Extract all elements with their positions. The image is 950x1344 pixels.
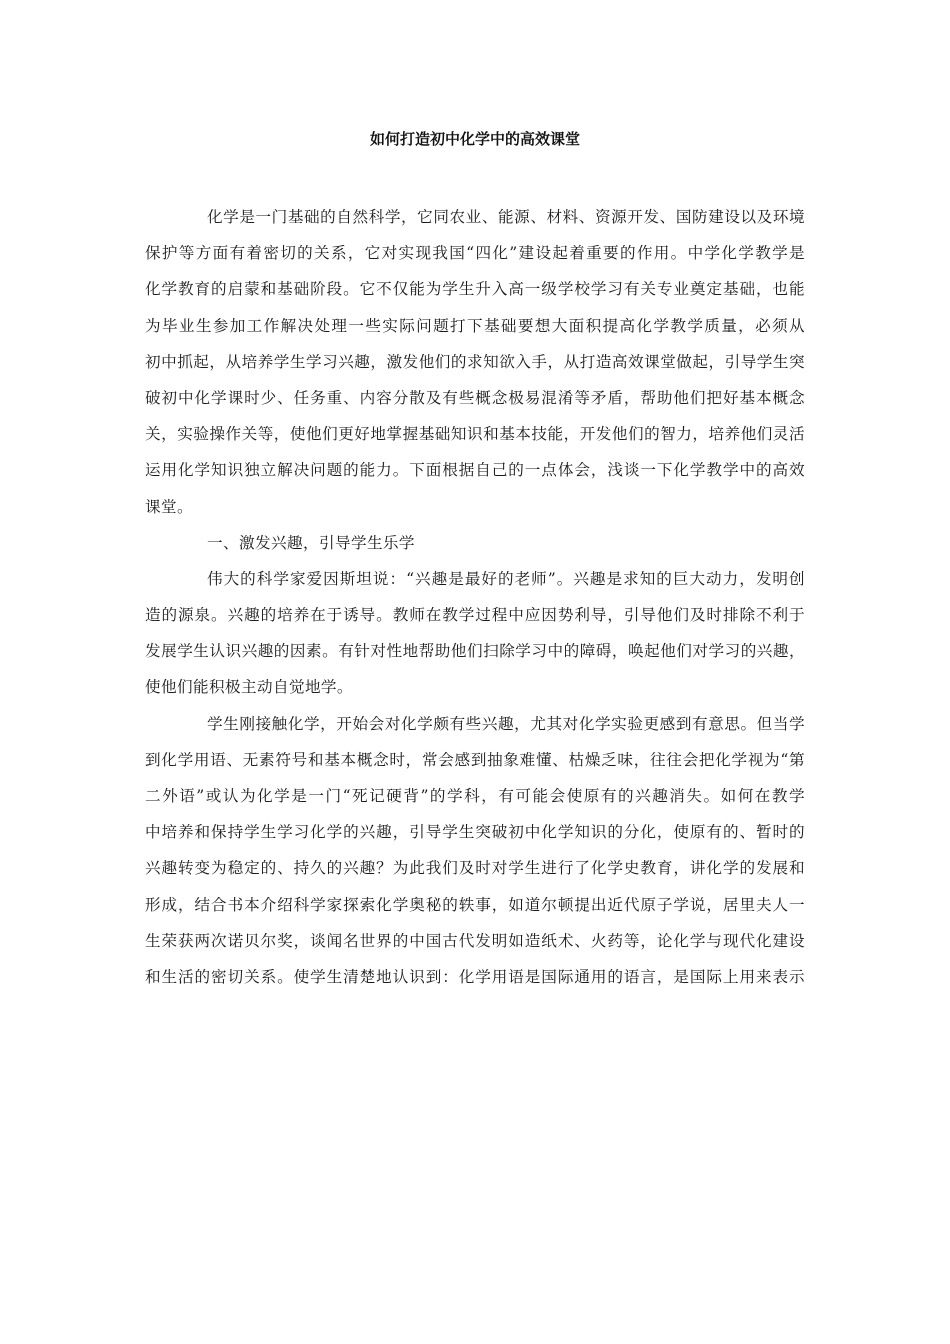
text-line: 初中抓起，从培养学生学习兴趣，激发他们的求知欲入手，从打造高效课堂做起，引导学生突 [145,352,805,371]
document-title: 如何打造初中化学中的高效课堂 [369,130,580,148]
text-line: 兴趣转变为稳定的、持久的兴趣？为此我们及时对学生进行了化学史教育，讲化学的发展和 [145,859,805,878]
text-line: 为毕业生参加工作解决处理一些实际问题打下基础要想大面积提高化学教学质量，必须从 [145,316,805,335]
text-line: 运用化学知识独立解决问题的能力。下面根据自己的一点体会，浅谈一下化学教学中的高效 [145,461,805,480]
text-line: 课堂。 [145,497,193,516]
document-body [145,202,805,998]
text-line: 伟大的科学家爱因斯坦说：“兴趣是最好的老师”。兴趣是求知的巨大动力，发明创 [207,569,805,588]
text-line: 到化学用语、无素符号和基本概念时，常会感到抽象难懂、枯燥乏味，往往会把化学视为“第 [145,750,805,769]
text-line: 中培养和保持学生学习化学的兴趣，引导学生突破初中化学知识的分化，使原有的、暂时的 [145,823,805,842]
text-line: 发展学生认识兴趣的因素。有针对性地帮助他们扫除学习中的障碍，唤起他们对学习的兴趣， [145,642,805,661]
text-line: 化学教育的启蒙和基础阶段。它不仅能为学生升入高一级学校学习有关专业奠定基础，也能 [145,280,805,299]
text-line: 二外语”或认为化学是一门“死记硬背”的学科，有可能会使原有的兴趣消失。如何在教学 [145,787,805,805]
text-line: 保护等方面有着密切的关系，它对实现我国“四化”建设起着重要的作用。中学化学教学是 [145,244,805,263]
text-line: 形成，结合书本介绍科学家探索化学奥秘的轶事，如道尔顿提出近代原子学说，居里夫人一 [145,895,805,914]
text-line: 造的源泉。兴趣的培养在于诱导。教师在教学过程中应因势利导，引导他们及时排除不利于 [145,606,805,625]
text-line: 学生刚接触化学，开始会对化学颇有些兴趣，尤其对化学实验更感到有意思。但当学 [207,714,805,733]
section-heading: 一、激发兴趣，引导学生乐学 [207,533,415,552]
text-line: 使他们能积极主动自觉地学。 [145,678,353,697]
text-line: 关，实验操作关等，使他们更好地掌握基础知识和基本技能，开发他们的智力，培养他们灵活 [145,425,805,444]
text-line: 生荣获两次诺贝尔奖，谈闻名世界的中国古代发明如造纸术、火药等，论化学与现代化建设 [145,931,805,950]
text-line: 化学是一门基础的自然科学，它同农业、能源、材料、资源开发、国防建设以及环境 [207,208,805,226]
text-line: 破初中化学课时少、任务重、内容分散及有些概念极易混淆等矛盾，帮助他们把好基本概念 [145,388,805,407]
text-line: 和生活的密切关系。使学生清楚地认识到：化学用语是国际通用的语言，是国际上用来表示 [145,967,805,986]
